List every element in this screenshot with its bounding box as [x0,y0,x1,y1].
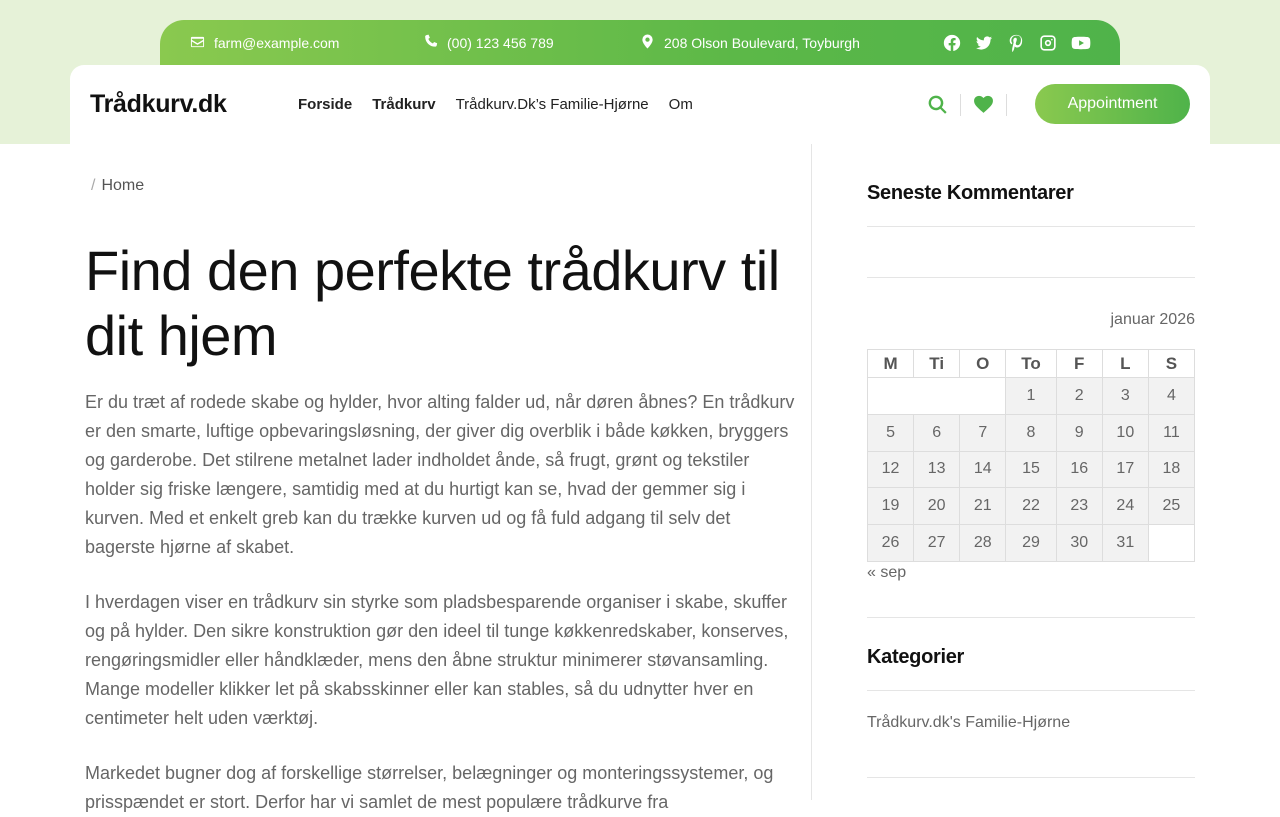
article-paragraph: I hverdagen viser en trådkurv sin styrke som pladsbesparende organiser i skabe, skuffer og på hylder. Den sikre konstruktion gør den ideel til tunge køkkenredskaber, konserves, rengøringsmidler eller håndklæder, mens den åbne struktur minimerer støvansamling. Mange modeller klikker let på skabsskinner eller kan stables, så du udnytter hver en centimeter helt uden værktøj. [85,592,789,728]
calendar-day: 21 [960,488,1006,525]
calendar-day: 5 [868,414,914,451]
calendar-day: 14 [960,451,1006,488]
main-navbar [70,65,1210,144]
widget-divider [867,690,1195,691]
calendar-week-row [868,451,1195,488]
calendar-weekday-row [868,350,1195,378]
twitter-icon[interactable] [975,34,993,52]
menu-item-tradkurv[interactable]: Trådkurv [372,96,436,113]
calendar-day: 10 [1102,414,1148,451]
phone-icon [423,34,438,52]
weekday-header: F [1056,350,1102,378]
calendar-day: 28 [960,525,1006,562]
main-menu [298,65,693,144]
calendar-prev-link[interactable]: « sep [867,564,907,581]
calendar-day: 26 [868,525,914,562]
widget-divider [867,277,1195,278]
contact-phone[interactable] [423,20,554,66]
calendar-table [867,349,1195,562]
calendar-day: 12 [868,451,914,488]
page-title: Find den perfekte trådkurv til dit hjem [85,239,780,367]
calendar-day: 18 [1148,451,1194,488]
calendar-day: 2 [1056,378,1102,415]
calendar-day: 22 [1006,488,1056,525]
instagram-icon[interactable] [1039,34,1057,52]
nav-actions [915,65,1007,144]
facebook-icon[interactable] [943,34,961,52]
calendar-day: 24 [1102,488,1148,525]
appointment-button[interactable]: Appointment [1035,84,1190,124]
breadcrumb [91,177,144,195]
article-paragraph: Er du træt af rodede skabe og hylder, hvor alting falder ud, når døren åbnes? En trådkurv er den smarte, luftige opbevaringsløsning, der giver dig overblik i både køkken, bryggers og garderobe. Det stilrene metalnet lader indholdet ånde, så frugt, grønt og tekstiler holder sig friske længere, samtidig med at du hurtigt kan se, hvad der gemmer sig i kurven. Med et enkelt greb kan du trække kurven ud og få fuld adgang til selv det bagerste hjørne af skabet. [85,392,795,557]
weekday-header: Ti [914,350,960,378]
contact-email-text: farm@example.com [214,35,340,51]
calendar-pad [1148,525,1194,562]
calendar-day: 31 [1102,525,1148,562]
weekday-header: M [868,350,914,378]
calendar-day: 27 [914,525,960,562]
contact-address [640,20,860,66]
calendar-day: 20 [914,488,960,525]
nav-divider [1006,94,1007,116]
contact-phone-text: (00) 123 456 789 [447,35,554,51]
widget-divider [867,617,1195,618]
weekday-header: O [960,350,1006,378]
calendar-day: 6 [914,414,960,451]
calendar-caption: januar 2026 [1110,311,1195,328]
calendar-day: 8 [1006,414,1056,451]
envelope-icon [190,34,205,52]
recent-comments-title: Seneste Kommentarer [867,182,1074,204]
breadcrumb-home[interactable]: Home [101,177,145,194]
contact-topbar [160,20,1120,66]
calendar-day: 4 [1148,378,1194,415]
menu-item-forside[interactable]: Forside [298,96,353,113]
calendar-day: 23 [1056,488,1102,525]
menu-item-familie-hjorne[interactable]: Trådkurv.Dk’s Familie-Hjørne [455,96,649,113]
content-sidebar-divider [811,144,812,800]
calendar-day: 13 [914,451,960,488]
calendar-day: 29 [1006,525,1056,562]
weekday-header: L [1102,350,1148,378]
calendar-day: 16 [1056,451,1102,488]
calendar-week-row [868,378,1195,415]
contact-address-text: 208 Olson Boulevard, Toyburgh [664,35,860,51]
site-logo[interactable]: Trådkurv.dk [90,90,227,118]
weekday-header: S [1148,350,1194,378]
youtube-icon[interactable] [1071,34,1091,52]
categories-title: Kategorier [867,646,965,668]
calendar-week-row [868,525,1195,562]
social-links [943,20,1091,66]
calendar-day: 3 [1102,378,1148,415]
heart-icon[interactable] [961,94,1006,115]
calendar-pad [868,378,1006,415]
calendar-day: 30 [1056,525,1102,562]
menu-item-om[interactable]: Om [668,96,693,113]
calendar-day: 9 [1056,414,1102,451]
widget-divider [867,777,1195,778]
breadcrumb-separator: / [91,177,96,194]
category-link[interactable]: Trådkurv.dk's Familie-Hjørne [867,714,1071,731]
calendar-day: 15 [1006,451,1056,488]
contact-email[interactable] [190,20,339,66]
calendar-day: 1 [1006,378,1056,415]
map-pin-icon [640,34,655,52]
article-paragraph: Markedet bugner dog af forskellige størrelser, belægninger og monteringssystemer, og prisspændet er stort. Derfor har vi samlet de mest populære trådkurve fra [85,763,774,812]
calendar-week-row [868,414,1195,451]
calendar-day: 19 [868,488,914,525]
pinterest-icon[interactable] [1007,34,1025,52]
calendar-day: 11 [1148,414,1194,451]
calendar-day: 25 [1148,488,1194,525]
weekday-header: To [1006,350,1056,378]
search-icon[interactable] [915,94,960,115]
calendar-day: 17 [1102,451,1148,488]
widget-divider [867,226,1195,227]
calendar-day: 7 [960,414,1006,451]
calendar-week-row [868,488,1195,525]
